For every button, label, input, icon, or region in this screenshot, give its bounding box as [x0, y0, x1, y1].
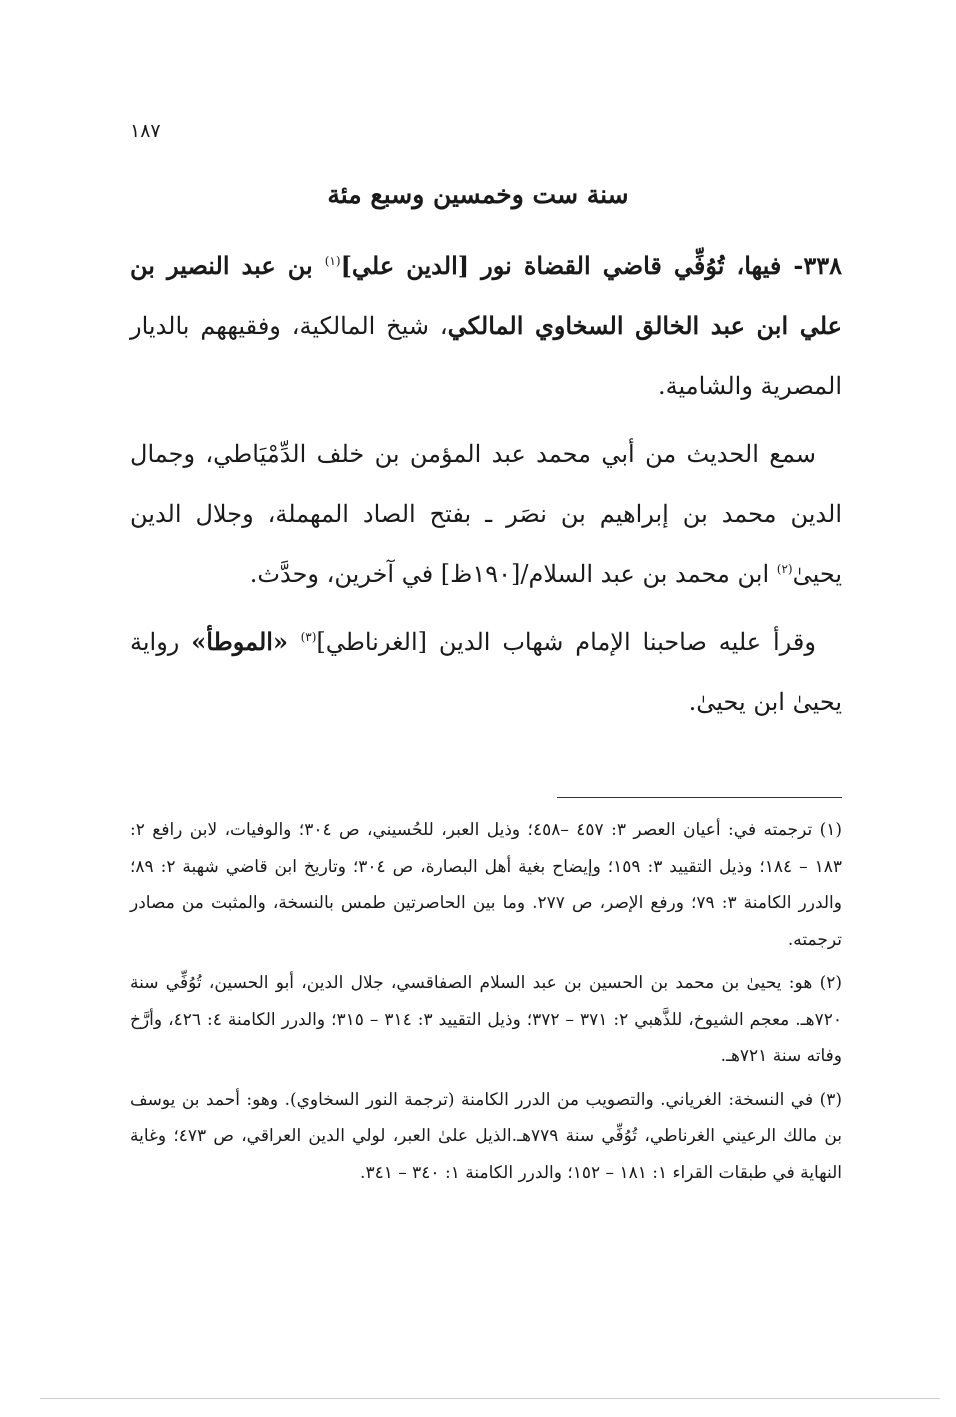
book-title: «الموطأ» [191, 627, 301, 656]
entry-heading-name: بن عبد النصير بن علي ابن عبد الخالق السخاوي المالكي [130, 251, 842, 340]
footnote-2: (٢) هو: يحيىٰ بن محمد بن الحسين بن عبد السلام الصفاقسي، جلال الدين، أبو الحسين، تُوُفِّي سنة ٧٢٠هـ. معجم الشيوخ، للذَّهبي ٢: ٣٧١ – ٣٧٢؛ وذيل التقييد ٣: ٣١٤ – ٣١٥؛ والدرر الكامنة ٤: ٤٢٦، وأرَّخ وفاته سنة ٧٢١هـ. [130, 973, 843, 1066]
entry-paragraph-1 [130, 236, 842, 416]
footnote-separator [557, 797, 842, 798]
chapter-title: سنة ست وخمسين وسبع مئة [327, 180, 629, 209]
entry-paragraph-3-rest: رواية يحيىٰ ابن يحيىٰ. [130, 628, 842, 716]
footnotes [130, 812, 842, 1198]
page-number: ١٨٧ [130, 120, 161, 142]
footnote-ref-3: (٣) [300, 630, 317, 644]
entry-paragraph-2-text: سمع الحديث من أبي محمد عبد المؤمن بن خلف الدِّمْيَاطي، وجمال الدين محمد بن إبراهيم بن نصَر ـ بفتح الصاد المهملة، وجلال الدين يحيىٰ [130, 440, 843, 588]
entry-paragraph-3-text: وقرأ عليه صاحبنا الإمام شهاب الدين [الغرناطي] [316, 628, 816, 656]
footnote-3: (٣) في النسخة: الغرياني. والتصويب من الدرر الكامنة (ترجمة النور السخاوي). وهو: أحمد بن يوسف بن مالك الرعيني الغرناطي، تُوُفِّي سنة ٧٧٩هـ.الذيل علىٰ العبر، لولي الدين العراقي، ص ٤٧٣؛ وغاية النهاية في طبقات القراء ١: ١٨١ – ١٥٢؛ والدرر الكامنة ١: ٣٤٠ – ٣٤١. [130, 1089, 842, 1183]
footnote-1: (١) ترجمته في: أعيان العصر ٣: ٤٥٧ –٤٥٨؛ وذيل العبر، للحُسيني، ص ٣٠٤؛ والوفيات، لابن رافع ٢: ١٨٣ – ١٨٤؛ وذيل التقييد ٣: ١٥٩؛ وإيضاح بغية أهل البصارة، ص ٣٠٤؛ وتاريخ ابن قاضي شهبة ٢: ٨٩؛ والدرر الكامنة ٣: ٧٩؛ ورفع الإصر، ص ٢٧٧. وما بين الحاصرتين طمس بالنسخة، والمثبت من مصادر ترجمته. [130, 820, 842, 950]
entry-paragraph-2-rest: ابن محمد بن عبد السلام/[١٩٠ظ] في آخرين، وحدَّث. [249, 560, 777, 588]
footnote-ref-1: (١) [324, 254, 341, 268]
footnote-ref-2: (٢) [776, 562, 793, 576]
entry-heading-start: ٣٣٨- فيها، تُوُفِّي قاضي القضاة نور [الدين علي] [340, 251, 843, 280]
scan-edge-line [40, 1398, 940, 1399]
entry-paragraph-3 [130, 612, 842, 732]
entry-paragraph-2 [130, 424, 842, 604]
main-text [130, 236, 842, 740]
entry-paragraph-1-text: ، شيخ المالكية، وفقيههم بالديار المصرية والشامية. [130, 312, 842, 400]
